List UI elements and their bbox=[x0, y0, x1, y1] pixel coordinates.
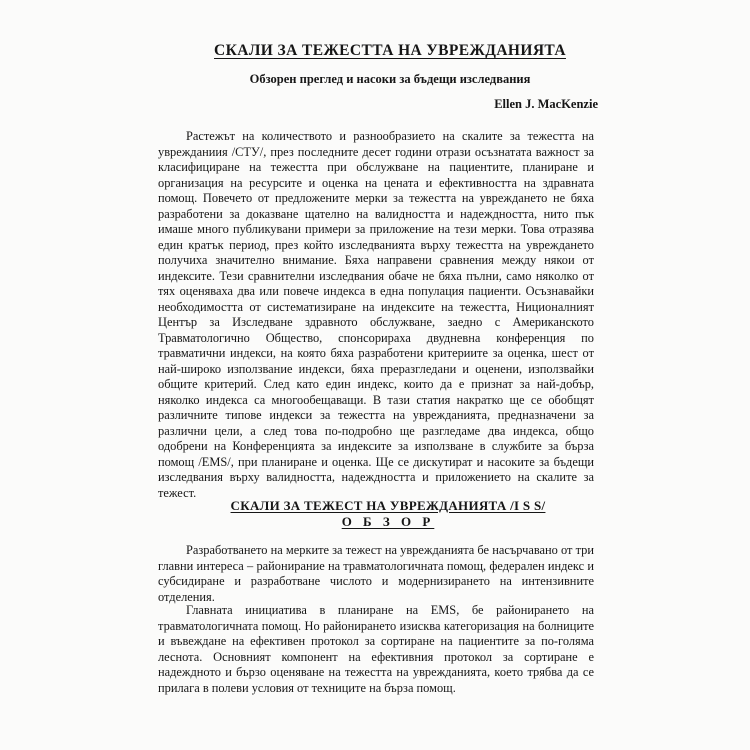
document-subtitle: Обзорен преглед и насоки за бъдещи изследвания bbox=[249, 72, 531, 86]
section-paragraph-2: Главната инициатива в планиране на EMS, бе районирането на травматологичната помощ. Но районирането изисква категоризация на болниците и въвеждане на ефективен протокол за сортиране на пациентите за по-голяма леснота. Основният компонент на ефективния протокол за сортиране е надеждното и бързо оценяване на тежестта на уврежданията, което трябва да се прилага в полеви условия от техниците на бърза помощ. bbox=[158, 603, 594, 695]
document-title: СКАЛИ ЗА ТЕЖЕСТТА НА УВРЕЖДАНИЯТА bbox=[214, 42, 566, 59]
document-author: Ellen J. MacKenzie bbox=[494, 97, 598, 111]
section-subtitle: О Б З О Р bbox=[341, 514, 435, 529]
intro-paragraph: Растежът на количеството и разнообразието на скалите за тежестта на уврежданиия /СТУ/, през последните десет години отрази осъзнатата важност за класифициране на тежестта при обслужване на пациентите, планиране и организация на ресурсите и оценка на цената и ефективността на здравната помощ. Повечето от предложените мерки за тежестта на увреждането не бяха разработени за доказване щателно на валидността и надеждността, нито пък имаше много публикувани примери за приложение на тези мерки. Това отразява един кратък период, през който изследванията върху тежестта на увреждането получиха значително внимание. Бяха направени сравнения между някои от индексите. Тези сравнителни изследвания обаче не бяха пълни, само някoлко от тях оценяваха два или повече индекса в една популация пациенти. Осъзнавайки необходимостта от систематизиране на индексите на тежестта, Нициoналният Център за Изследване здравното обслужване, заедно с Американското Травматологично Общество, спонсорираха двудневна конференция по травматични индекси, на която бяха разработени критериите за оценка, шест от най-широко използвание индекси, бяха преразгледани и оценени, използвайки общите критерий. След като един индекс, които да е признат за най-добър, няколко индекса са многообещаващи. В тази статия накратко ще се обобщят различните типове индекси за тежестта на уврежданията, предназначени за различни цели, а след това по-подробно ще разгледаме два индекса, общо одобрени на Конференцията за индексите за използване в службите за бърза помощ /EMS/, при планиране и оценка. Ще се дискутират и насоките за бъдещи изследвания върху валидността, надеждността и приложението на скалите за тежест. bbox=[158, 129, 594, 500]
section-paragraph-1: Разработването на мерките за тежест на уврежданията бе насърчавано от три главни интереса – районирание на травматологичната помощ, федерален индекс и субсидиране и разработване числото и модернизирането на интензивните отделения. bbox=[158, 543, 594, 604]
section-title: СКАЛИ ЗА ТЕЖЕСТ НА УВРЕЖДАНИЯТА /I S S/ bbox=[230, 498, 546, 513]
